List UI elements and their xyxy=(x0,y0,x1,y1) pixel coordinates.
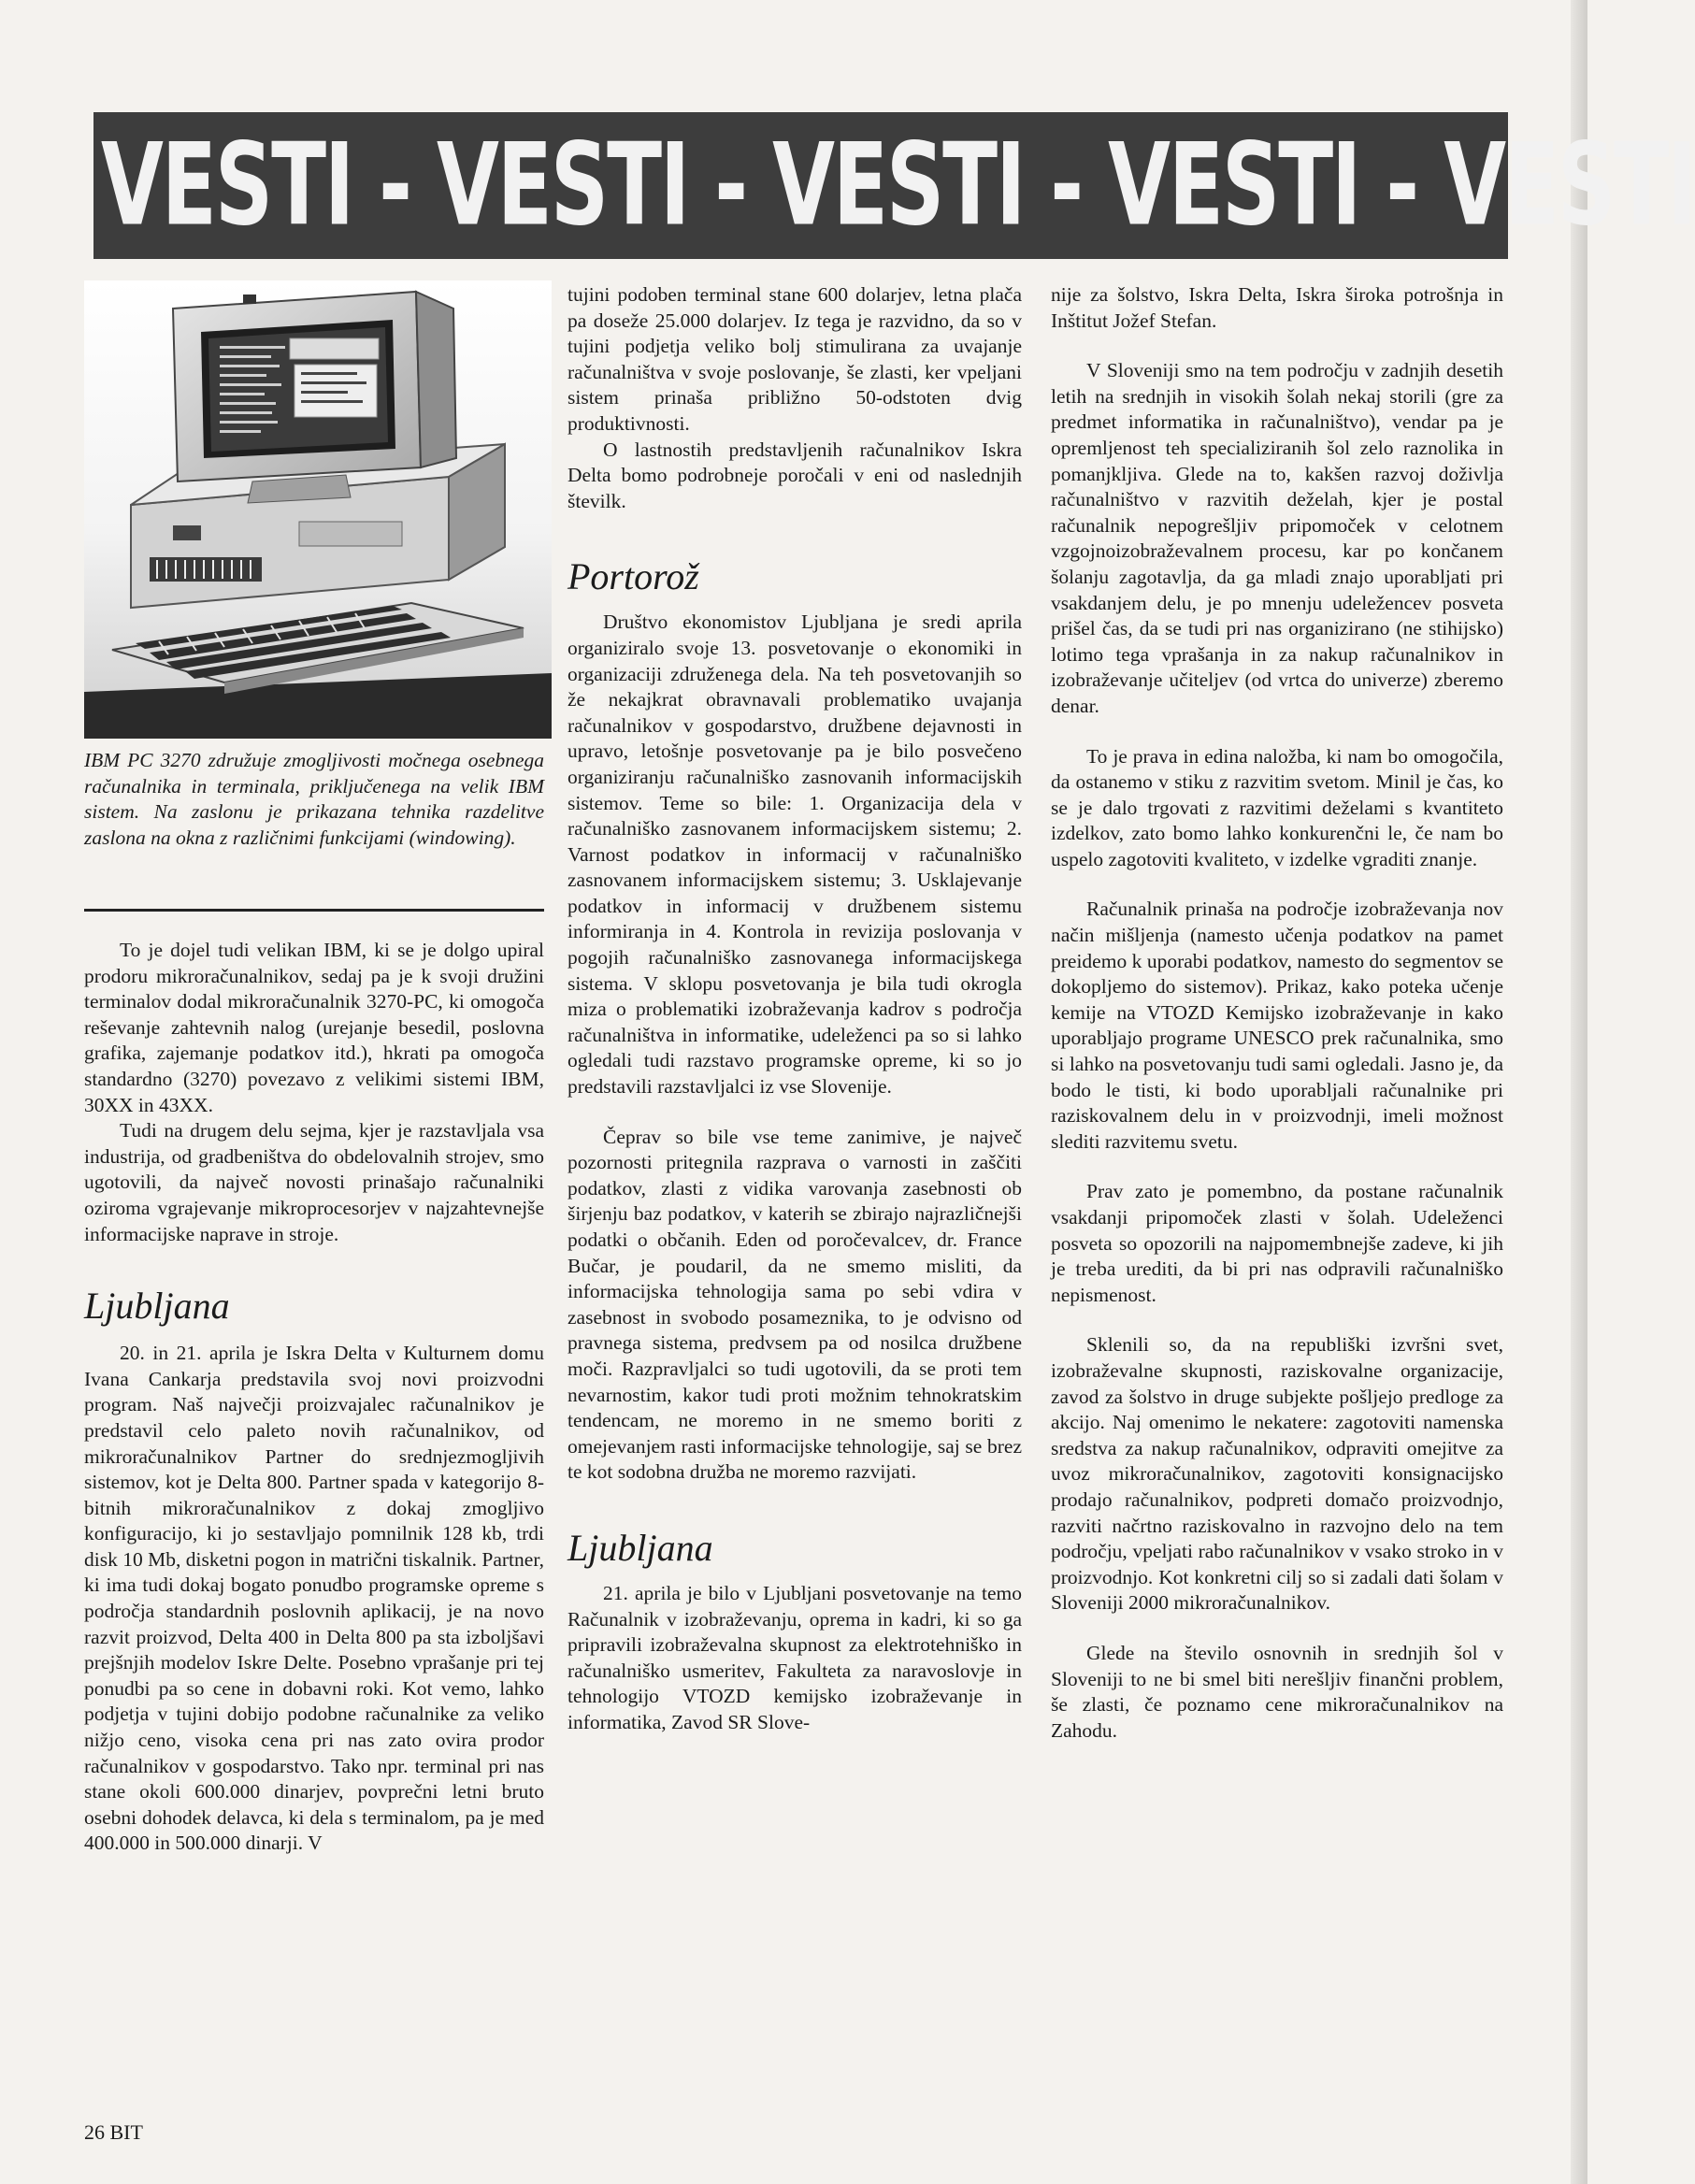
column-3 xyxy=(1051,282,1503,1744)
intro-paragraph-2: Tudi na drugem delu sejma, kjer je razstavljala vsa industrija, od gradbeništva do obdelovalnih strojev, smo ugotovili, da največ novosti prinašajo računalniki oziroma vgrajevanje mikroprocesorjev v najzahtevnejše informacijske naprave in stroje. xyxy=(84,1119,544,1245)
column-2 xyxy=(567,282,1022,1736)
section-heading-portoroz: Portorož xyxy=(567,555,699,598)
ljubljana-2-paragraph: 21. aprila je bilo v Ljubljani posvetovanje na temo Računalnik v izobraževanju, oprema in kadri, ki so ga pripravili izobraževalna skupnost za elektrotehniško in računalniško usmeritev, Fakulteta za naravoslovje in tehnologijo VTOZD kemijsko izobraževanje in informatika, Zavod SR Slove- xyxy=(567,1581,1022,1733)
computer-illustration xyxy=(84,280,552,739)
col3-paragraph-7: Glede na število osnovnih in srednjih šol v Sloveniji to ne bi smel biti nerešljiv finančni problem, še zlasti, če poznamo cene mikroračunalnikov na Zahodu. xyxy=(1051,1641,1503,1742)
masthead-banner xyxy=(93,112,1695,259)
col3-paragraph-1: nije za šolstvo, Iskra Delta, Iskra široka potrošnja in Inštitut Jožef Stefan. xyxy=(1051,283,1503,332)
caption-divider xyxy=(84,909,544,912)
col3-paragraph-5: Prav zato je pomembno, da postane računalnik vsakdanji pripomoček zlasti v šolah. Udeleženci posveta so opozorili na najpomembnejše zadeve, ki jih je treba urediti, da bi pri nas odpravili računalniško nepismenost. xyxy=(1051,1180,1503,1306)
ljubljana-1-paragraph: 20. in 21. aprila je Iskra Delta v Kulturnem domu Ivana Cankarja predstavila svoj novi proizvodni program. Naš največji proizvajalec računalnikov je predstavil celo paleto novih računalnikov, od mikroračunalnikov Partner do srednjezmogljivih sistemov, kot je Delta 800. Partner spada v kategorijo 8-bitnih mikroračunalnikov z dokaj zmogljivo konfiguracijo, ki jo sestavljajo pomnilnik 128 kb, trdi disk 10 Mb, disketni pogon in matrični tiskalnik. Partner, ki ima tudi dokaj bogato ponudbo programske opreme s področja standardnih poslovnih aplikacij, je na novo razvit proizvod, Delta 400 in Delta 800 pa sta izboljšavi prejšnjih modelov Iskre Delte. Posebno vprašanje pri tej ponudbi pa so cene in dobavni roki. Kot vemo, lahko podjetja v tujini dobijo podobne računalnike za veliko nižjo ceno, visoka cena pri nas zato ovira prodor računalnikov v gospodarstvo. Tako npr. terminal pri nas stane okoli 600.000 dinarjev, povprečni letni bruto osebni dohodek delavca, ki dela s terminalom, pa je med 400.000 in 500.000 dinarji. V xyxy=(84,1342,544,1855)
ibm-pc-photo xyxy=(84,280,552,739)
page-folio: 26 BIT xyxy=(84,2120,143,2144)
portoroz-paragraph-2: Čeprav so bile vse teme zanimive, je največ pozornosti pritegnila razprava o varnosti in zaščiti podatkov, zlasti z vidika varovanja zasebnosti ob širjenju baz podatkov, v katerih se zbirajo najrazličnejši podatki o občanih. Eden od poročevalcev, dr. France Bučar, je poudaril, da ne smemo misliti, da informacijska tehnologija sama po sebi vdira v zasebnost in svobodo posameznika, to je odvisno od pravnega sistema, predvsem pa od nosilca družbene moči. Razpravljalci so tudi ugotovili, da se proti tem nevarnostim, kakor tudi proti možnim tehnokratskim tendencam, ne moremo in ne smemo boriti z omejevanjem rasti informacijske tehnologije, saj se brez te kot sodobna družba ne moremo razvijati. xyxy=(567,1125,1022,1484)
page-edge xyxy=(1571,0,1587,2184)
col3-paragraph-6: Sklenili so, da na republiški izvršni svet, izobraževalne skupnosti, raziskovalne organizacije, zavod za šolstvo in druge subjekte pošljejo predloge za akcijo. Naj omenimo le nekatere: zagotoviti namenska sredstva za nakup računalnikov, odpraviti omejitve za uvoz mikroračunalnikov, zagotoviti konsignacijsko prodajo računalnikov, podpreti domačo proizvodnjo, razviti načrtno raziskovalno in razvojno delo na tem področju, vpeljati rabo računalnikov v vsako stroko in v proizvodnjo. Kot konkretni cilj so si zadali dati šolam v Sloveniji 2000 mikroračunalnikov. xyxy=(1051,1333,1503,1615)
col3-paragraph-2: V Sloveniji smo na tem področju v zadnjih desetih letih na srednjih in visokih šolah nekaj storili (gre za predmet informatika in računalništvo), vendar pa je opremljenost teh specializiranih šol zelo raznolika in pomanjkljiva. Glede na to, kakšen razvoj doživlja računalništvo v razvitih deželah, kjer je postal računalnik nepogrešljiv pripomoček v celotnem vzgojnoizobraževalnem procesu, kar po končanem šolanju zagotavlja, da ga mladi znajo uporabljati pri vsakdanjem delu, je po mnenju udeležencev posveta prišel čas, da se tudi pri nas organizirano (ne stihijsko) lotimo tega vprašanja in za nakup računalnikov in izobraževanje učiteljev (od vrtca do univerze) zberemo denar. xyxy=(1051,359,1503,717)
continued-paragraph: tujini podoben terminal stane 600 dolarjev, letna plača pa doseže 25.000 dolarjev. Iz tega je razvidno, da so v tujini podjetja veliko bolj stimulirana za uvajanje računalništva v svoje poslovanje, še zlasti, ker vpeljani sistem prinaša približno 50-odstoten dvig produktivnosti. xyxy=(567,283,1022,435)
intro-paragraph-1: To je dojel tudi velikan IBM, ki se je dolgo upiral prodoru mikroračunalnikov, sedaj pa je k svoji družini terminalov dodal mikroračunalnik 3270-PC, ki omogoča reševanje zahtevnih nalog (urejanje besedil, poslovna grafika, zajemanje podatkov itd.), hkrati pa omogoča standardno (3270) povezavo z velikimi sistemi IBM, 30XX in 43XX. xyxy=(84,939,544,1116)
section-heading-ljubljana-2: Ljubljana xyxy=(567,1526,713,1569)
masthead-title: VESTI - VESTI - VESTI - VESTI - VESTI xyxy=(101,119,1695,251)
photo-caption: IBM PC 3270 združuje zmogljivosti močnega osebnega računalnika in terminala, priključenega na velik IBM sistem. Na zaslonu je prikazana tehnika razdelitve zaslona na okna z različnimi funkcijami (windowing). xyxy=(84,749,544,849)
col3-paragraph-3: To je prava in edina naložba, ki nam bo omogočila, da ostanemo v stiku z razvitim svetom. Minil je čas, ko se je dalo trgovati z razvitimi deželami s kvantiteto izdelkov, zato bomo lahko konkurenčni le, če nam bo uspelo zagotoviti kvaliteto, v izdelke vgraditi znanje. xyxy=(1051,744,1503,870)
section-heading-ljubljana-1: Ljubljana xyxy=(84,1285,230,1328)
iskra-delta-paragraph: O lastnostih predstavljenih računalnikov Iskra Delta bomo podrobneje poročali v eni od naslednjih številk. xyxy=(567,438,1022,512)
col3-paragraph-4: Računalnik prinaša na področje izobraževanja nov način mišljenja (namesto učenja podatkov na pamet preidemo k uporabi podatkov, namesto do segmentov se dokopljemo do sistemov). Prikaz, kako poteka učenje kemije na VTOZD Kemijsko izobraževanje in kako uporabljajo programe UNESCO prek računalnika, smo si lahko na posvetovanju tudi sami ogledali. Jasno je, da bodo le tisti, ki bodo uporabljali računalnike pri raziskovalnem delu in v proizvodnji, imeli možnost slediti razvitemu svetu. xyxy=(1051,898,1503,1153)
portoroz-paragraph-1: Društvo ekonomistov Ljubljana je sredi aprila organiziralo svoje 13. posvetovanje o ekonomiki in organizaciji združenega dela. Na teh posvetovanjih so že nekajkrat obravnavali problematiko uvajanja računalnikov v gospodarstvo, družbene dejavnosti in upravo, letošnje posvetovanje pa je bilo posvečeno organiziranju računalniško zasnovanih informacijskih sistemov. Teme so bile: 1. Organizacija dela v računalniško zasnovanem informacijskem sistemu; 2. Varnost podatkov in informacij v računalniško zasnovanem informacijskem sistemu; 3. Usklajevanje podatkov in informacij v družbenem sistemu informiranja in 4. Kontrola in revizija poslovanja v pogojih računalniško zasnovanega informacijskega sistema. V sklopu posvetovanja je bila tudi okrogla miza o problematiki izobraževanja kadrov s področja računalništva in informatike, udeleženci pa so si lahko ogledali tudi razstavo programske opreme, ki so jo predstavili razstavljalci iz vse Slovenije. xyxy=(567,611,1022,1099)
column-1 xyxy=(84,938,544,1857)
